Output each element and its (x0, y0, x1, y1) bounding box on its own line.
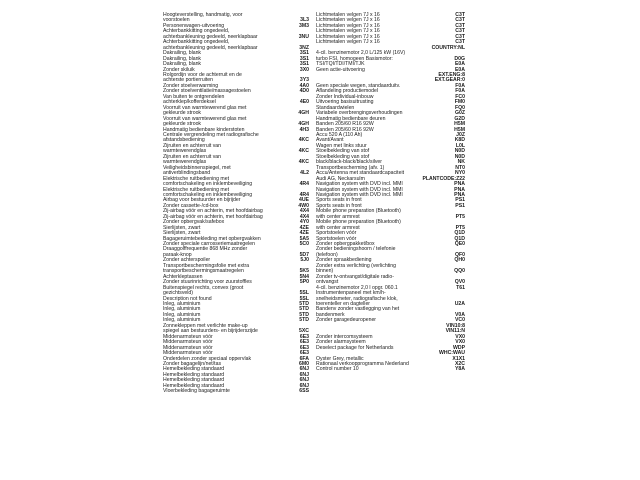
option-description: black/black-black/black/silver (316, 159, 382, 166)
option-description: Lichtmetalen velgen 7J x 16 (316, 33, 380, 40)
option-description: Zonder stuurinrichting voor zuurstoffles (163, 279, 252, 286)
option-description: Zonder Individual-inbouw (316, 93, 374, 100)
option-description: Inleg, aluminium (163, 311, 201, 318)
option-description: Description not found (163, 295, 212, 302)
equipment-row (316, 367, 465, 372)
equipment-row (163, 166, 309, 177)
option-code: V0A (454, 311, 465, 318)
option-description: Navigation system with DVD incl. MMI (316, 191, 403, 198)
option-code: 4R4 (299, 181, 309, 188)
option-code: 4UE (298, 197, 309, 204)
option-code: 5TD (299, 306, 309, 313)
option-code: N0D (454, 148, 465, 155)
option-description: Aflandeling productiemodel (316, 88, 379, 95)
option-code: 4GH (298, 121, 309, 128)
option-code: 4H3 (299, 126, 309, 133)
option-code: X1X1 (452, 355, 465, 362)
option-description: Deselect package for Netherlands (316, 344, 394, 351)
option-description: Zonder intercomsysteem (316, 333, 373, 340)
option-description: Dakrailing, blank (163, 61, 202, 68)
option-code: 5K5 (299, 268, 309, 275)
option-code: 3S1 (299, 50, 309, 57)
option-code: PNA (454, 186, 465, 193)
option-code: 6E3 (299, 344, 309, 351)
equipment-row (163, 177, 309, 188)
option-code: NY0 (454, 170, 465, 177)
option-description: Hoogteverstelling, handmatig, voor voorstoelen (163, 12, 243, 24)
option-code: 6NJ (299, 371, 309, 378)
option-code: C3T (455, 12, 465, 18)
option-code: EXT.GEAR:0 (434, 77, 465, 84)
option-description: Navigation system with DVD incl. MMI (316, 186, 403, 193)
option-code: FQ0 (455, 104, 465, 111)
option-code: Q1D (454, 230, 465, 237)
option-description: Banden 205/60 R16 92W (316, 121, 374, 128)
option-description: Hemelbekleding standaard (163, 366, 225, 373)
option-code: 3X0 (299, 66, 309, 73)
option-code: G2D (454, 115, 465, 122)
option-code: F0A (455, 88, 465, 95)
option-description: Zonder spraakbediening (316, 257, 372, 264)
equipment-row (163, 389, 309, 394)
option-code: 4KC (298, 148, 309, 155)
option-description: Oyster Grey, metallic (316, 355, 364, 362)
option-description: 4-cil. benzinemotor 2,0 l opgr. 060.1 (316, 284, 398, 291)
option-code: 6NJ (299, 382, 309, 389)
option-code: FC0 (455, 93, 465, 100)
option-description: Lichtmetalen velgen 7J x 16 (316, 39, 380, 46)
option-description: Geen actie-uitvoering (316, 66, 365, 73)
option-code: PT5 (455, 213, 465, 220)
option-code: 5SL (299, 295, 309, 302)
option-description: Navigation system with DVD incl. MMI (316, 181, 403, 188)
option-description: Sports seats in front (316, 197, 362, 204)
option-description: Zonder stoelventilatie/massagestoelen (163, 88, 251, 95)
option-code: 4E0 (299, 99, 309, 106)
option-description: Draaggolffrequentie 868 MHz zonder paraak-knop (163, 246, 248, 258)
option-description: Elektrische ruitbediening met comfortschakeling en inklembeveiliging (163, 186, 253, 198)
option-description: Middenarmsteun vóór (163, 339, 213, 346)
option-code: COUNTRY:NL (431, 44, 465, 51)
option-description: Zonder cassette-/cd-box (163, 202, 219, 209)
option-code: 5A5 (299, 235, 309, 242)
option-description: Zonder opbergpakket/box (316, 241, 375, 248)
option-description: Bagageruimtebekleding met opbergvakken (163, 235, 261, 242)
option-description: Zonder stoelverwarming (163, 82, 219, 89)
option-code: C3T (455, 39, 465, 46)
option-description: Lichtmetalen velgen 7J x 16 (316, 17, 380, 24)
option-description: Sportstoelen vóór (316, 235, 357, 242)
option-description: Veiligheidsbinnenspiegel, met antiverblindingsband (163, 164, 231, 177)
option-description: Sierlijsten, zwart (163, 224, 201, 231)
option-code: T61 (456, 284, 465, 291)
option-description: Voorruit van warmtewerend glas met gekleurde strook (163, 104, 247, 117)
right-equipment-column (316, 13, 465, 373)
option-code: N0D (454, 153, 465, 160)
option-code: 6E3 (299, 350, 309, 357)
option-code: 5TD (299, 317, 309, 324)
option-code: 4GH (298, 110, 309, 117)
option-code: EXT.ENG:8 (438, 71, 465, 78)
option-description: TSI/TQI/TDI/TMI/TJK (316, 61, 365, 68)
option-description: Geen speciale wegen, standaarduitv. (316, 82, 401, 89)
option-code: 4W0 (298, 202, 309, 209)
option-code: QH0 (454, 257, 465, 264)
option-code: 6SS (299, 388, 309, 395)
option-code: 5SL (299, 290, 309, 297)
option-description: Zonder extra verlichting (verlichting binnen) (316, 262, 396, 275)
option-description: Handmatig bedienbare kinderstoten (163, 126, 245, 133)
option-code: VC0 (454, 317, 465, 324)
option-code: 5XC (298, 328, 309, 335)
option-description: Inleg, aluminium (163, 301, 201, 308)
option-code: 4R4 (299, 191, 309, 198)
option-code: F0A (455, 82, 465, 89)
option-code: QV0 (454, 279, 465, 286)
option-description: Zonder alarmsysteem (316, 339, 366, 346)
option-code: 3S1 (299, 61, 309, 68)
option-code: VX0 (455, 333, 465, 340)
option-code: 4X4 (299, 208, 309, 215)
option-code: WDP (453, 344, 465, 351)
option-code: PLANTCODE:Z22 (422, 175, 465, 182)
option-description: Vloerbekleding bagageruimte (163, 388, 230, 395)
option-code: C3T (455, 22, 465, 29)
option-code: PS1 (455, 197, 465, 204)
option-description: Middenarmsteun vóór (163, 333, 213, 340)
option-code: 4D0 (299, 88, 309, 95)
option-description: Buitenspiegel rechts, convex (groot gezichtsveld) (163, 284, 244, 297)
option-code: 4KC (298, 159, 309, 166)
option-description: 4-cil. benzinemotor 2,0 L/125 kW (16V) turbo FSI, homogeen Basismotor: (316, 50, 406, 62)
option-description: Accu 520 A (110 Ah) (316, 131, 363, 138)
option-code: 6M0 (298, 361, 309, 367)
option-description: Control number 10 (316, 366, 359, 373)
option-description: Rolgordijn voor de achterruit en de achterste portierruiten (163, 71, 242, 84)
left-equipment-column (163, 13, 309, 395)
equipment-row (163, 106, 309, 117)
option-description: Lichtmetalen velgen 7J x 16 (316, 12, 380, 18)
option-description: Zonder tv-ontvangst/digitale radio- ontvangst (316, 273, 395, 286)
option-code: 5N4 (299, 273, 309, 280)
option-description: Zonder bagagelijn/net/tas (163, 361, 222, 367)
option-code: 4KC (298, 137, 309, 144)
option-code: 5P0 (299, 279, 309, 286)
option-description: Rationaal verkoopprogramma Nederland (316, 361, 409, 367)
option-code: 5D7 (299, 251, 309, 258)
option-code: K8D (454, 137, 465, 144)
option-description: Transportbescherming (afv. 1) (316, 164, 385, 171)
option-description: Avant/Avant (316, 137, 344, 144)
option-code: PS1 (455, 202, 465, 209)
option-code: QF0 (455, 251, 465, 258)
option-description: Voorruit van warmtewerend glas met gekleurde strook (163, 115, 247, 128)
option-code: 3M3 (298, 22, 309, 29)
option-description: Zonder skiluik (163, 66, 195, 73)
option-code: 3NU (298, 33, 309, 40)
option-description: Lichtmetalen velgen 7J x 16 (316, 28, 380, 35)
option-description: Sierlijsten, zwart (163, 230, 201, 237)
option-description: Zij-airbag vóór en achterin, met hoofdairbag (163, 208, 263, 215)
option-description: Middenarmsteun vóór (163, 350, 213, 357)
option-description: Hemelbekleding standaard (163, 377, 225, 384)
option-description: Standaardwielen (316, 104, 355, 111)
equipment-row (163, 117, 309, 128)
option-code: 4X4 (299, 213, 309, 220)
option-description: Elektrische ruitbediening met comfortschakeling en inklembeveiliging (163, 175, 253, 188)
option-description: Achterbankkitting ongedeeld, achterbankleuning gedeeld, neerklapbaar (163, 39, 258, 51)
option-code: Y8A (454, 366, 465, 373)
option-code: 5TD (299, 311, 309, 318)
equipment-row (163, 286, 309, 297)
option-code: U2A (454, 301, 465, 308)
option-description: Handmatig bedienbare deuren (316, 115, 386, 122)
option-description: Sportstoelen vóór (316, 230, 357, 237)
option-code: PT5 (455, 224, 465, 231)
option-description: Zijruiten en achterruit van warmtewerendglas (163, 153, 222, 166)
option-description: Achterbankkitting ongedeeld, achterbankleuning gedeeld, neerklapbaar (163, 28, 258, 40)
option-description: Hemelbekleding standaard (163, 382, 225, 389)
option-description: Variabele overbrengingsverhoudingen (316, 110, 403, 117)
option-description: Hemelbekleding standaard (163, 371, 225, 378)
option-code: VIN10:8 (446, 322, 465, 329)
option-code: VX0 (455, 339, 465, 346)
option-code: PNA (454, 181, 465, 188)
option-code: H5M (454, 121, 465, 128)
option-code: QQ0 (454, 268, 465, 275)
option-description: Van buiten te ontgrendelen achterklep/kofferdeksel (163, 93, 225, 106)
option-description: Personenwagen-uitvoering (163, 22, 225, 29)
option-description: Transportbeschermingsfolie met extra transportbeschermingsmaatregelen (163, 262, 250, 275)
option-code: Q1D (454, 235, 465, 242)
option-code: 4ZE (299, 224, 309, 231)
option-code: C3T (455, 28, 465, 35)
option-code: 3Y3 (299, 77, 309, 84)
option-description: Mobile phone preparation (Bluetooth) with center armrest (316, 208, 401, 220)
option-description: Centrale vergrendeling met radiografische afstandsbediening (163, 131, 259, 144)
option-description: Zonder opbergvak/safebox (163, 219, 225, 226)
option-code: QE0 (454, 241, 465, 248)
option-description: Onderdelen zonder speciaal oppervlak (163, 355, 252, 362)
option-code: E0A (454, 66, 465, 73)
option-code: VIN11:N (445, 328, 465, 335)
option-code: 6FA (299, 355, 309, 362)
option-description: Lichtmetalen velgen 7J x 16 (316, 22, 380, 29)
option-description: Bandenv zonder vastlegging van het bandenmerk (316, 306, 400, 318)
option-code: NT0 (455, 164, 465, 171)
option-code: C3T (455, 33, 465, 40)
option-description: Inleg, aluminium (163, 306, 201, 313)
option-code: D0G (454, 55, 465, 62)
option-code: 4Y0 (299, 219, 309, 226)
option-code: L0L (455, 142, 465, 149)
equipment-row (316, 291, 465, 307)
option-code: 5J0 (300, 257, 309, 264)
option-description: Audi AG, Neckarsulm (316, 175, 365, 182)
option-description: Banden 205/60 R16 92W (316, 126, 374, 133)
option-description: Zonder speciale carrosseriemaatregelen (163, 241, 256, 248)
option-code: PNA (454, 191, 465, 198)
option-code: NK (457, 159, 465, 166)
option-description: Accu/Antenna met standaardcapaciteit (316, 170, 405, 177)
option-description: Dakrailing, blank (163, 50, 202, 57)
option-code: H5M (454, 126, 465, 133)
option-description: Zonder garagedeuropener (316, 317, 377, 324)
option-code: 4L2 (300, 170, 309, 177)
option-description: Instrumentenpaneel met km/h- snelheidsmeter, radiografische klok, toerenteller en dagteller (316, 290, 398, 308)
option-code: WHC:WAU (439, 350, 465, 357)
option-description: Zij-airbag vóór en achterin, met hoofdairbag (163, 213, 263, 220)
option-code: 3L3 (300, 17, 309, 24)
option-description: Zonder achterspoiler (163, 257, 211, 264)
option-description: Inleg, aluminium (163, 317, 201, 324)
option-description: Sports seats in front (316, 202, 362, 209)
option-description: Zonder bedieningshoorn / telefonie (telefoon) (316, 246, 396, 258)
option-code: 6E3 (299, 339, 309, 346)
option-code: 5C0 (299, 241, 309, 248)
option-code: E0A (454, 61, 465, 68)
option-code: 3S1 (299, 55, 309, 62)
option-code: 4ZE (299, 230, 309, 237)
option-code: 6E3 (299, 333, 309, 340)
option-description: Stoelbekleding van stof (316, 153, 370, 160)
option-code: G0Z (455, 110, 465, 117)
option-description: Uitvoering basisuitrusting (316, 99, 374, 106)
option-code: 3NZ (299, 44, 309, 51)
option-code: 6NJ (299, 377, 309, 384)
option-code: 5TD (299, 301, 309, 308)
option-description: Stoelbekleding van stof (316, 148, 370, 155)
option-code: 4A0 (299, 82, 309, 89)
option-code: 6NJ (299, 366, 309, 373)
option-code: FM0 (454, 99, 465, 106)
option-description: Zijruiten en achterruit van warmtewerendglas (163, 142, 222, 155)
option-description: Mobile phone preparation (Bluetooth) with center armrest (316, 219, 401, 231)
option-code: X2C (454, 361, 465, 367)
option-code: C3T (455, 17, 465, 24)
option-code: J0Z (456, 131, 465, 138)
option-description: Dakrailing, blank (163, 55, 202, 62)
option-description: Achterkleptassen (163, 273, 203, 280)
option-description: Middenarmsteun vóór (163, 344, 213, 351)
option-description: Zonnekleppen met verlichte make-up spiegel aan bestuurders- en bijrijderszijde (163, 322, 258, 335)
option-description: Wagen met links stuur (316, 142, 367, 149)
option-description: Airbag voor bestuurder en bijrijder (163, 197, 241, 204)
